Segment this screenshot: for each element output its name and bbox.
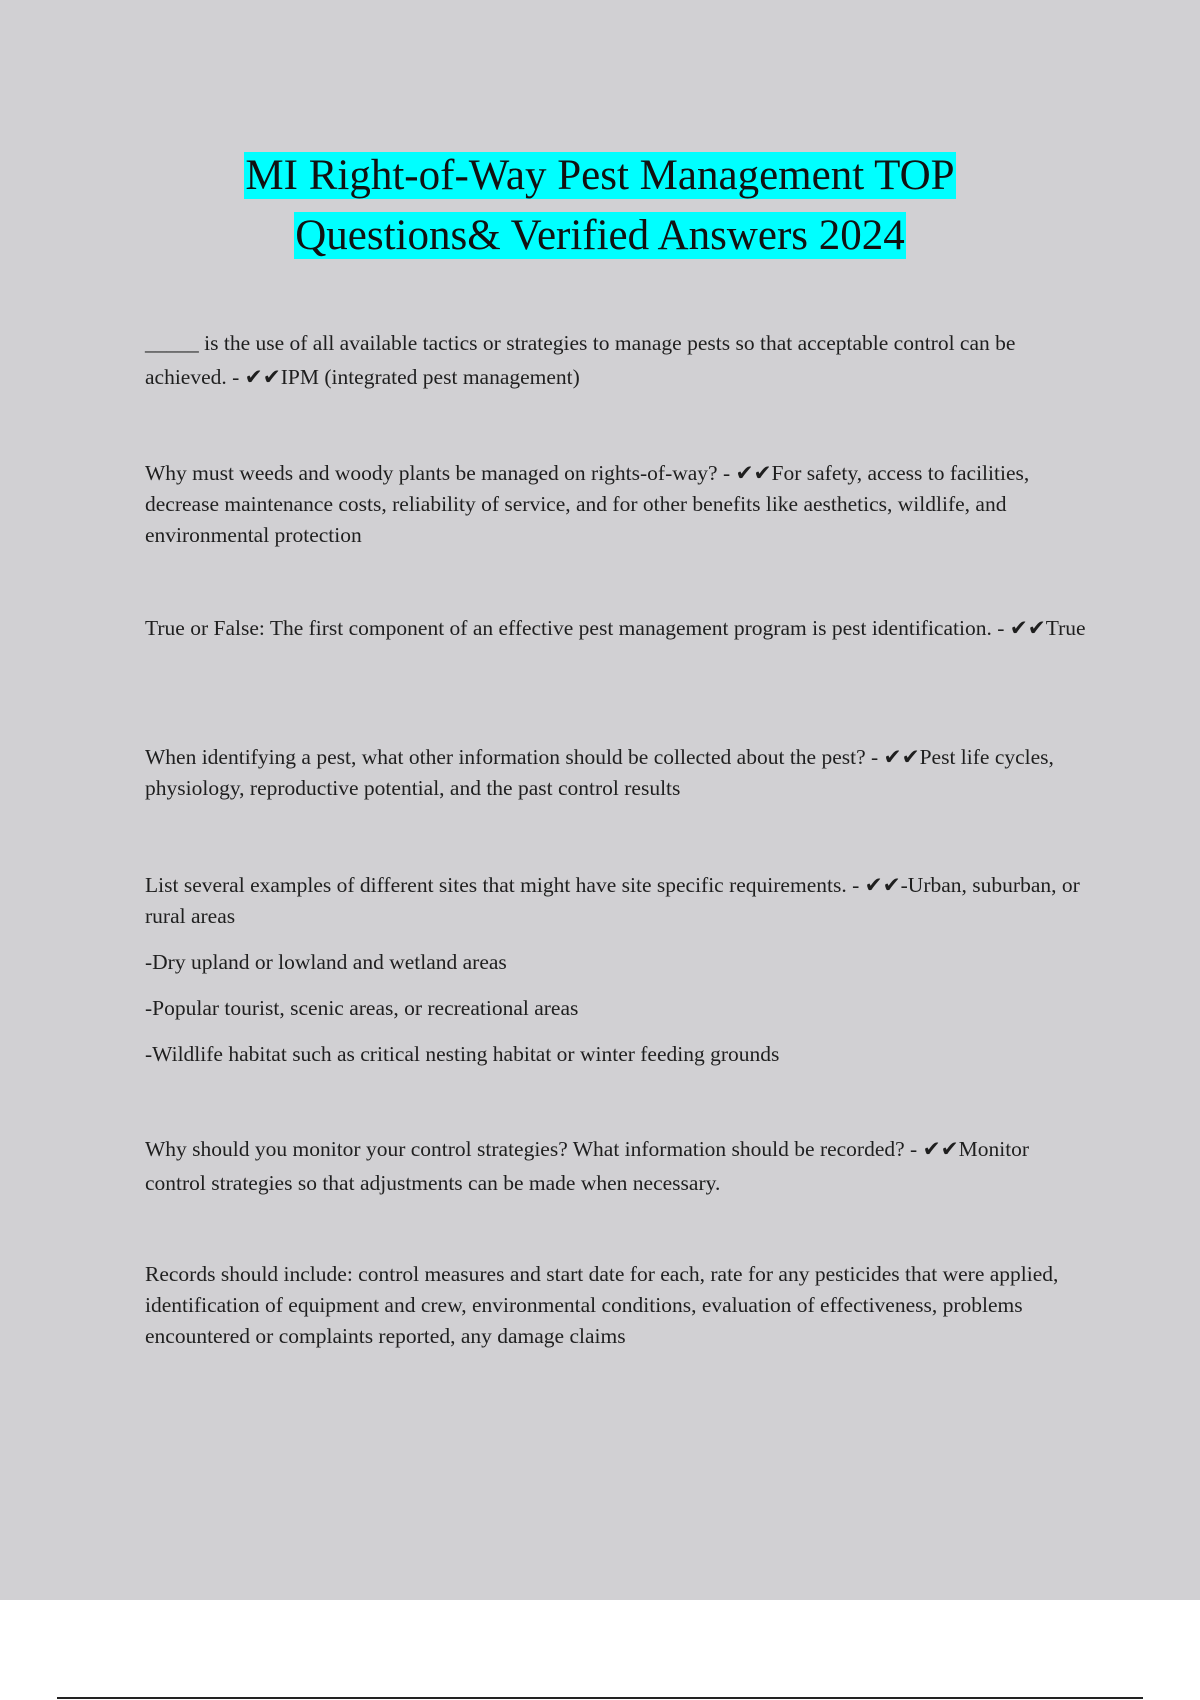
title-line-1: MI Right-of-Way Pest Management TOP xyxy=(245,152,955,199)
qa-item-6 xyxy=(145,1132,1090,1200)
qa-text: Records should include: control measures and start date for each, rate for any pesticides that were applied, identification of equipment and crew, environmental conditions, evaluation of effectiveness, problems encountered or complaints reported, any damage claims xyxy=(145,1262,1059,1348)
qa-item-2 xyxy=(145,458,1090,551)
qa-sub-item: -Wildlife habitat such as critical nesting habitat or winter feeding grounds xyxy=(145,1042,780,1066)
qa-sub-item: -Dry upland or lowland and wetland areas xyxy=(145,950,507,974)
qa-text: True or False: The first component of an effective pest management program is pest identification. - ✔✔True xyxy=(145,616,1086,640)
title-line-2: Questions& Verified Answers 2024 xyxy=(295,212,905,259)
qa-item-7 xyxy=(145,1259,1090,1352)
footer-divider xyxy=(57,1697,1143,1699)
qa-item-4 xyxy=(145,742,1090,804)
qa-text: When identifying a pest, what other information should be collected about the pest? - ✔✔Pest life cycles, physiology, reproductive potential, and the past control results xyxy=(145,745,1054,800)
qa-item-3 xyxy=(145,611,1090,645)
qa-sub-item: -Popular tourist, scenic areas, or recreational areas xyxy=(145,996,579,1020)
qa-text: _____ is the use of all available tactics or strategies to manage pests so that acceptable control can be achieved. - ✔✔IPM (integrated pest management) xyxy=(145,331,1016,389)
document-title xyxy=(0,146,1200,266)
qa-text: List several examples of different sites that might have site specific requirements. - ✔✔-Urban, suburban, or rural areas xyxy=(145,873,1080,928)
qa-item-1 xyxy=(145,326,1090,394)
qa-text: Why must weeds and woody plants be managed on rights-of-way? - ✔✔For safety, access to facilities, decrease maintenance costs, reliability of service, and for other benefits like aesthetics, wildlife, and environmental protection xyxy=(145,461,1030,547)
qa-text: Why should you monitor your control strategies? What information should be recorded? - ✔✔Monitor control strategies so that adjustments can be made when necessary. xyxy=(145,1137,1030,1195)
qa-item-5 xyxy=(145,870,1090,1070)
